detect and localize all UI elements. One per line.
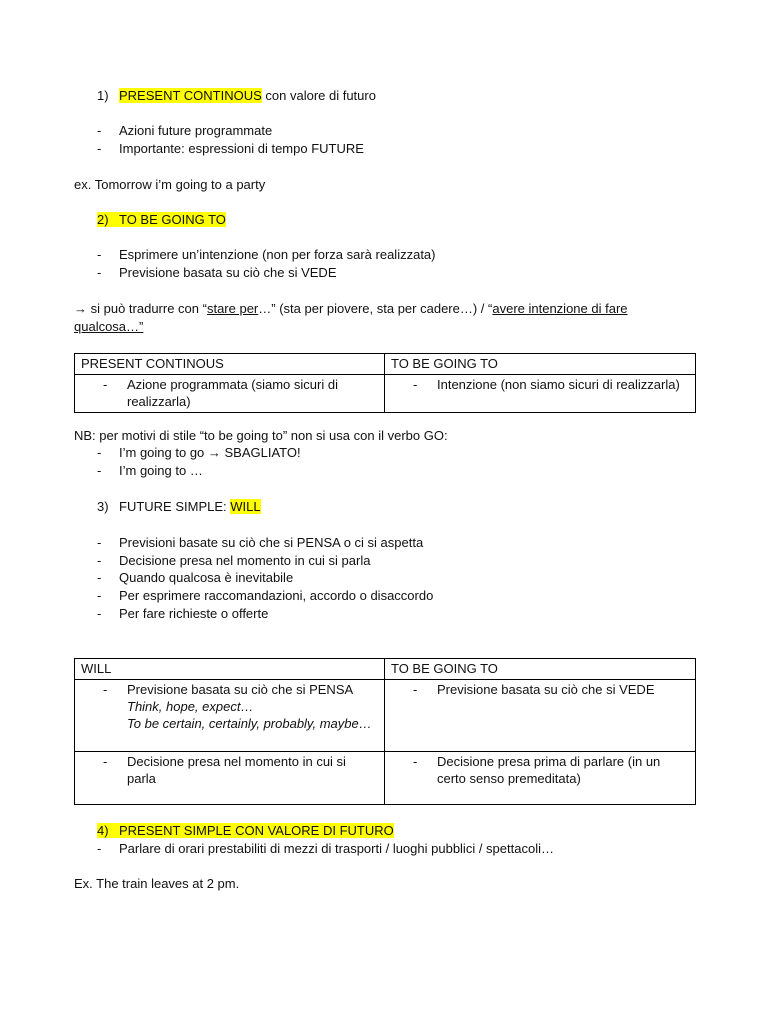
section-1-heading-highlight: PRESENT CONTINOUS xyxy=(119,88,262,103)
bullet-dash: - xyxy=(413,754,418,769)
nb-note: NB: per motivi di stile “to be going to” non si usa con il verbo GO: xyxy=(74,428,448,443)
bullet-dash: - xyxy=(97,123,102,138)
list-item-text: I’m going to … xyxy=(119,463,203,478)
bullet-dash: - xyxy=(97,247,102,262)
section-3-number: 3) xyxy=(97,499,109,514)
section-1-heading xyxy=(97,87,376,104)
list-item-text: Decisione presa nel momento in cui si parla xyxy=(119,553,371,568)
translation-note-cont xyxy=(74,318,143,335)
nb-bullet-text: I’m going to go xyxy=(119,445,208,460)
table-row xyxy=(75,680,696,752)
section-2-number: 2) xyxy=(97,212,109,227)
note-underline-stare-per: stare per xyxy=(206,301,259,316)
table-cell xyxy=(75,680,385,752)
section-4-heading xyxy=(97,822,394,839)
bullet-dash: - xyxy=(97,445,102,460)
section-2-heading xyxy=(97,211,226,228)
table-cell-italic: Think, hope, expect… xyxy=(127,699,254,714)
table-row xyxy=(75,375,696,413)
table-header-cell: WILL xyxy=(75,659,385,680)
bullet-dash: - xyxy=(97,141,102,156)
list-item xyxy=(97,246,101,263)
list-item-text: Azioni future programmate xyxy=(119,123,273,138)
bullet-dash: - xyxy=(97,535,102,550)
list-item-text: Parlare di orari prestabiliti di mezzi di trasporti / luoghi pubblici / spettacoli… xyxy=(119,841,554,856)
section-4-example: Ex. The train leaves at 2 pm. xyxy=(74,876,240,891)
bullet-dash: - xyxy=(103,682,108,697)
bullet-dash: - xyxy=(97,588,102,603)
bullet-dash: - xyxy=(413,682,418,697)
table-header-row xyxy=(75,354,696,375)
bullet-dash: - xyxy=(97,570,102,585)
bullet-dash: - xyxy=(97,841,102,856)
section-1-number: 1) xyxy=(97,88,109,103)
list-item xyxy=(97,569,101,586)
list-item-text: Esprimere un’intenzione (non per forza sarà realizzata) xyxy=(119,247,436,262)
table-cell xyxy=(385,752,696,805)
list-item-text: Quando qualcosa è inevitabile xyxy=(119,570,294,585)
section-4-number: 4) xyxy=(97,823,109,838)
bullet-dash: - xyxy=(103,754,108,769)
table-cell-italic: To be certain, certainly, probably, maybe… xyxy=(127,716,372,731)
bullet-dash: - xyxy=(413,377,418,392)
table-cell-text: Previsione basata su ciò che si PENSA xyxy=(127,682,354,697)
table-cell-text: Azione programmata (siamo sicuri di realizzarla) xyxy=(127,377,338,409)
table-header-cell: PRESENT CONTINOUS xyxy=(75,354,385,375)
table-cell xyxy=(385,680,696,752)
list-item xyxy=(97,840,101,857)
list-item-text: Previsioni basate su ciò che si PENSA o ci si aspetta xyxy=(119,535,424,550)
table-cell-content xyxy=(127,681,378,732)
table-cell xyxy=(75,375,385,413)
table-cell-text: Decisione presa nel momento in cui si parla xyxy=(127,754,346,786)
translation-note xyxy=(74,300,628,317)
list-item xyxy=(97,444,101,461)
arrow-right-icon: → xyxy=(74,301,87,316)
section-4-heading-text: PRESENT SIMPLE CON VALORE DI FUTURO xyxy=(119,823,394,838)
comparison-table-1 xyxy=(74,353,696,413)
bullet-dash: - xyxy=(97,265,102,280)
table-cell xyxy=(75,752,385,805)
list-item xyxy=(97,264,101,281)
table-header-cell: TO BE GOING TO xyxy=(385,354,696,375)
list-item xyxy=(97,140,101,157)
table-cell-text: Previsione basata su ciò che si VEDE xyxy=(437,682,655,697)
bullet-dash: - xyxy=(103,377,108,392)
note-underline-avere-intenzione: avere intenzione di fare xyxy=(492,301,628,316)
table-cell-text: Intenzione (non siamo sicuri di realizzarla) xyxy=(437,377,680,392)
list-item-text xyxy=(119,444,301,461)
list-item-text: Importante: espressioni di tempo FUTURE xyxy=(119,141,364,156)
list-item xyxy=(97,534,101,551)
note-part-2: …” (sta per piovere, sta per cadere…) / “ xyxy=(258,301,493,316)
section-3-heading-highlight: WILL xyxy=(230,499,261,514)
section-1-heading-rest: con valore di futuro xyxy=(261,88,376,103)
list-item xyxy=(97,587,101,604)
bullet-dash: - xyxy=(97,606,102,621)
nb-bullet-wrong: SBAGLIATO! xyxy=(220,445,301,460)
bullet-dash: - xyxy=(97,553,102,568)
list-item-text: Per esprimere raccomandazioni, accordo o disaccordo xyxy=(119,588,434,603)
list-item xyxy=(97,605,101,622)
note-underline-qualcosa: qualcosa…” xyxy=(74,319,144,334)
section-4-heading-highlight xyxy=(97,823,394,838)
arrow-right-icon: → xyxy=(207,445,221,460)
section-2-heading-text: TO BE GOING TO xyxy=(119,212,226,227)
table-header-cell: TO BE GOING TO xyxy=(385,659,696,680)
list-item xyxy=(97,552,101,569)
section-2-heading-highlight xyxy=(97,212,226,227)
comparison-table-2 xyxy=(74,658,696,805)
bullet-dash: - xyxy=(97,463,102,478)
list-item-text: Per fare richieste o offerte xyxy=(119,606,269,621)
section-3-heading xyxy=(97,498,261,515)
section-1-example: ex. Tomorrow i’m going to a party xyxy=(74,177,266,192)
note-part-1: si può tradurre con “ xyxy=(87,301,207,316)
table-cell-text: Decisione presa prima di parlare (in un certo senso premeditata) xyxy=(437,754,661,786)
list-item-text: Previsione basata su ciò che si VEDE xyxy=(119,265,337,280)
list-item xyxy=(97,462,101,479)
table-cell xyxy=(385,375,696,413)
table-row xyxy=(75,752,696,805)
list-item xyxy=(97,122,101,139)
table-header-row xyxy=(75,659,696,680)
section-3-heading-text: FUTURE SIMPLE: xyxy=(119,499,231,514)
